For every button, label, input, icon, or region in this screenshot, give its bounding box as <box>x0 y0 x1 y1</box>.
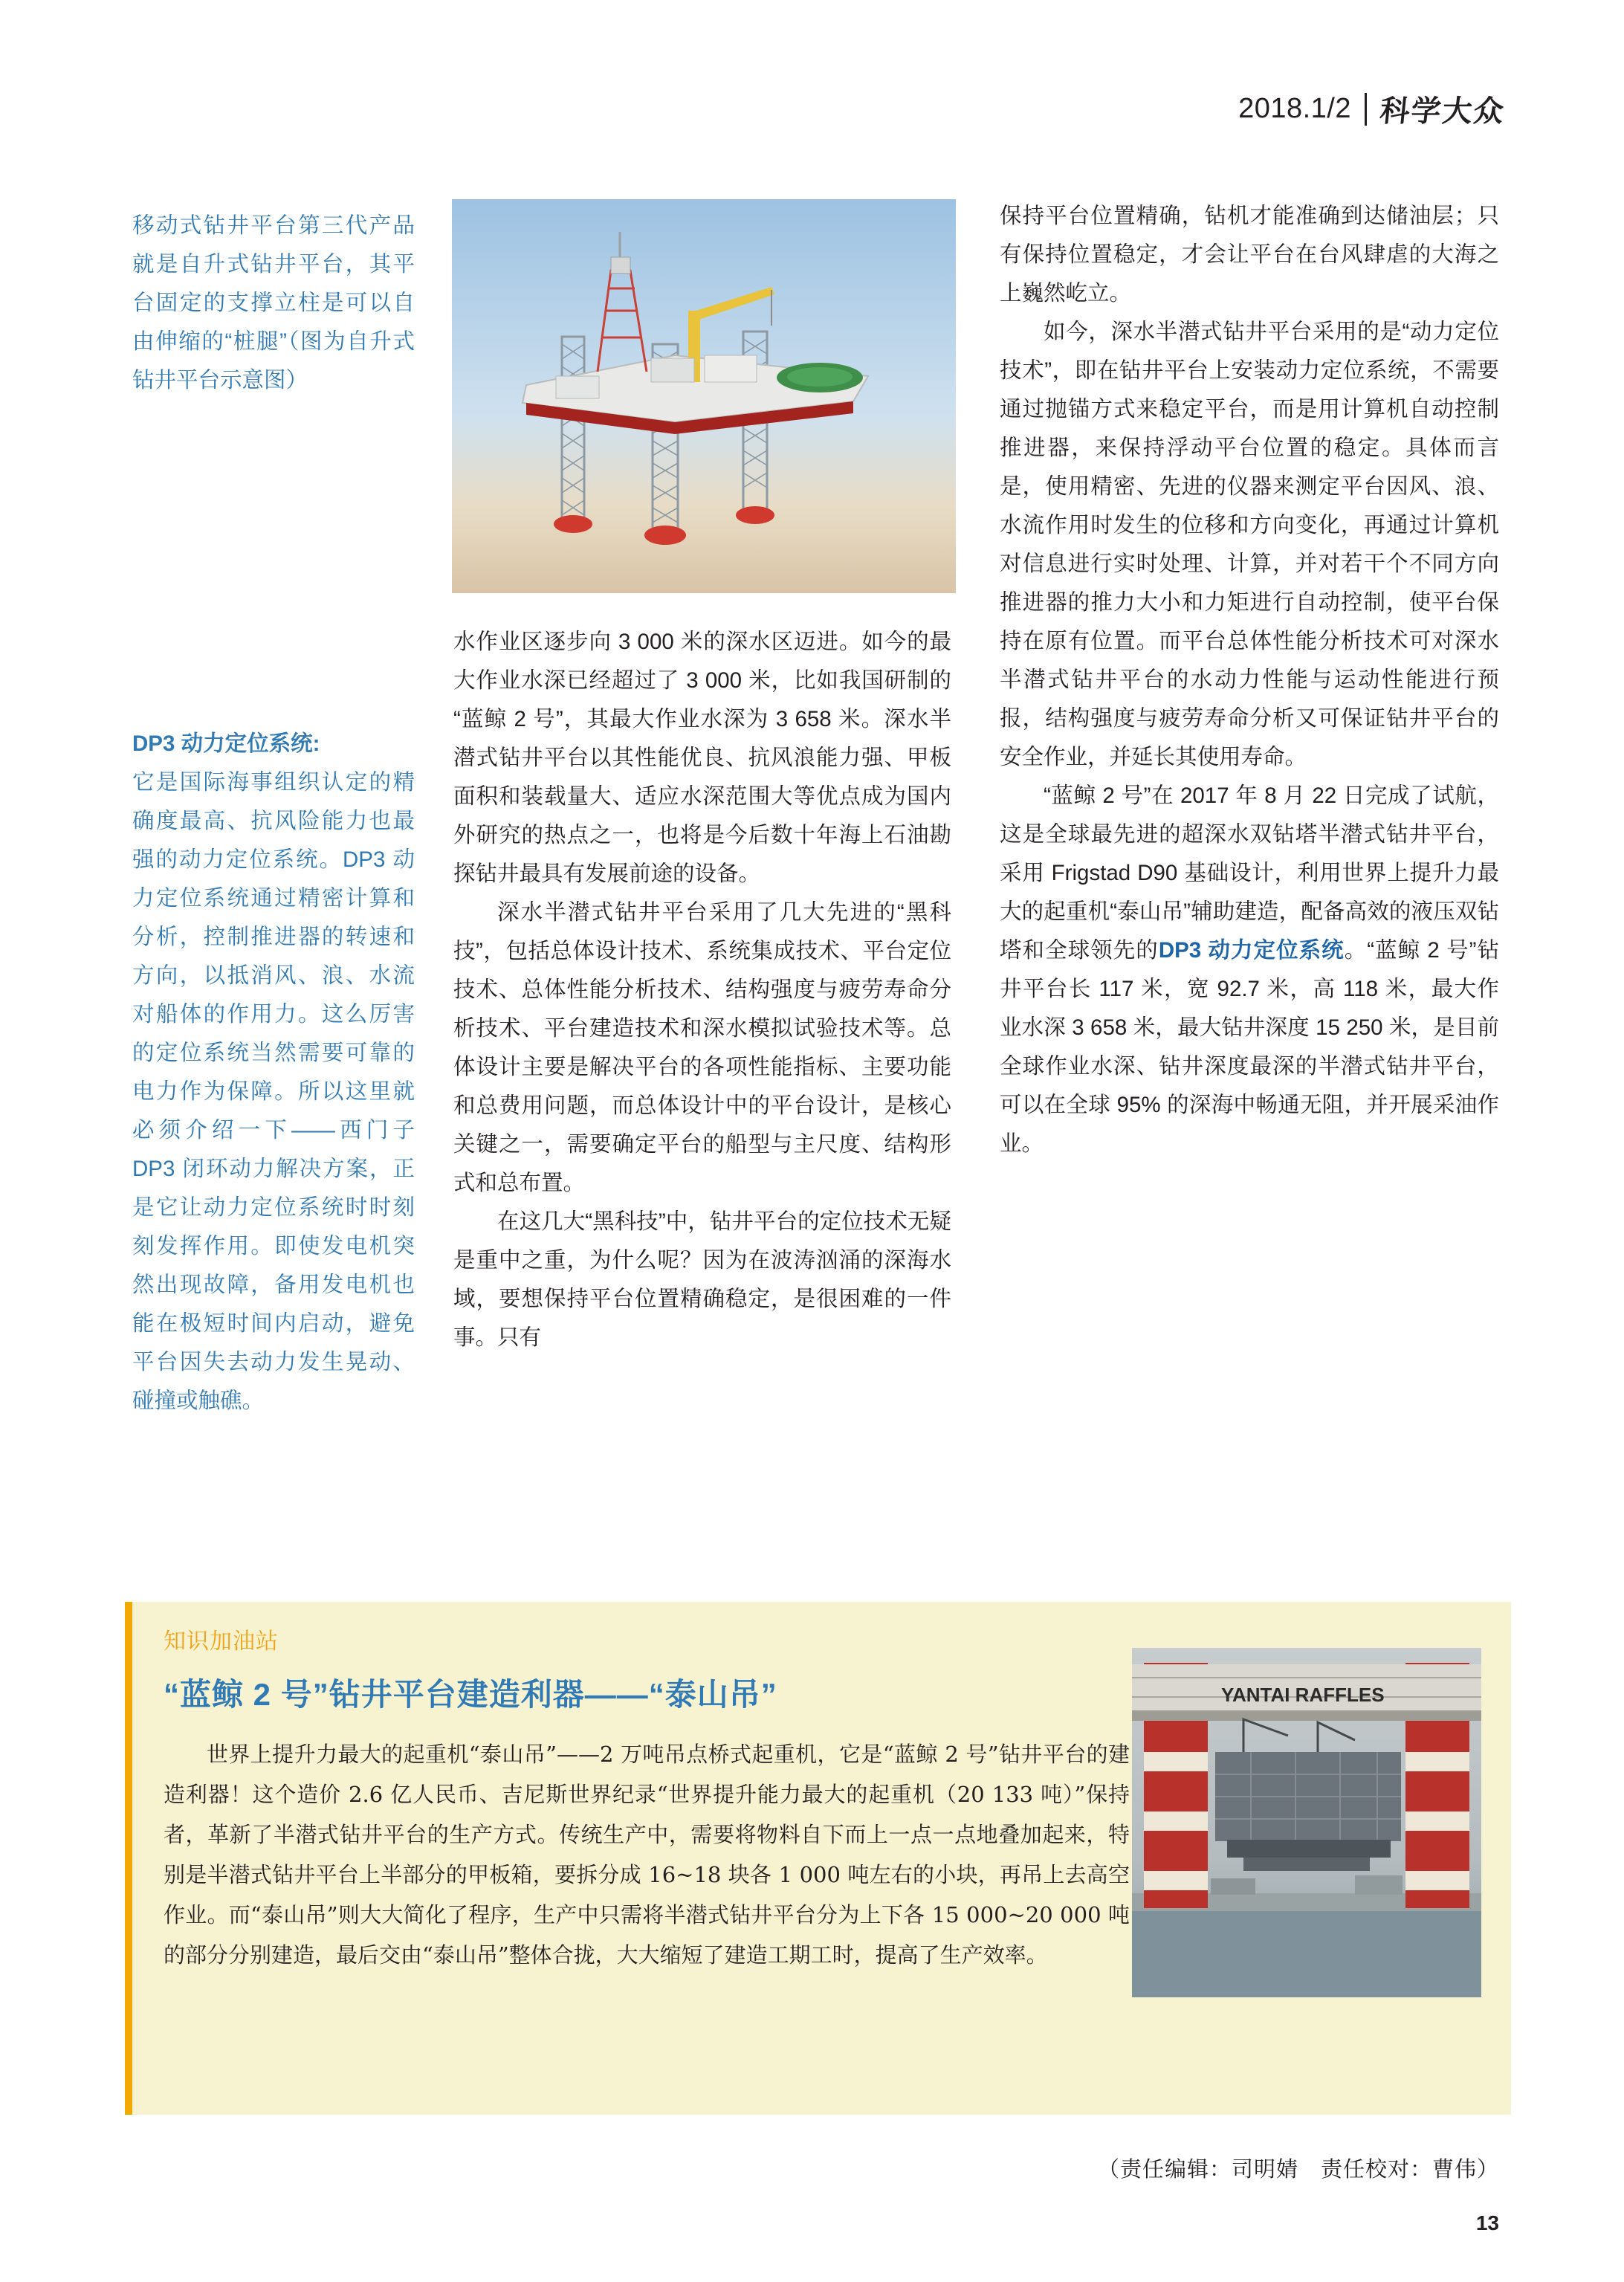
mid-paragraph-3: 在这几大“黑科技”中，钻井平台的定位技术无疑是重中之重，为什么呢？因为在波涛汹涌的深海水域，要想保持平台位置精确稳定，是很困难的一件事。只有 <box>453 1209 951 1350</box>
right-paragraph-3-part-a: “蓝鲸 2 号”在 2017 年 8 月 22 日完成了试航，这是全球最先进的超深水双钻塔半潜式钻井平台，采用 Frigstad D90 基础设计，利用世界上提升力最大的起重机“泰山吊”辅助建造，配备高效的液压双钻塔和全球领先的 <box>1000 783 1499 963</box>
right-paragraph-2: 如今，深水半潜式钻井平台采用的是“动力定位技术”，即在钻井平台上安装动力定位系统，不需要通过抛锚方式来稳定平台，而是用计算机自动控制推进器，来保持浮动平台位置的稳定。具体而言是，使用精密、先进的仪器来测定平台因风、浪、水流作用时发生的位移和方向变化，再通过计算机对信息进行实时处理、计算，并对若干个不同方向推进器的推力大小和力矩进行自动控制，使平台保持在原有位置。而平台总体性能分析技术可对深水半潜式钻井平台的水动力性能与运动性能进行预报，结构强度与疲劳寿命分析又可保证钻井平台的安全作业，并延长其使用寿命。 <box>1000 320 1499 769</box>
rig-illustration-svg <box>452 199 956 593</box>
dp3-system-highlight: DP3 动力定位系统 <box>1158 938 1345 963</box>
page-header <box>1238 88 1505 130</box>
right-paragraph-3 <box>1000 777 1499 1163</box>
body-column-right <box>1000 197 1499 1163</box>
knowledge-box-paragraph: 世界上提升力最大的起重机“泰山吊”——2 万吨吊点桥式起重机，它是“蓝鲸 2 号”钻井平台的建造利器！这个造价 2.6 亿人民币、吉尼斯世界纪录“世界提升能力最大的起重机（20 133 吨）”保持者，革新了半潜式钻井平台的生产方式。传统生产中，需要将物料自下而上一点一点地叠加起来，特别是半潜式钻井平台上半部分的甲板箱，要拆分成 16~18 块各 1 000 吨左右的小块，再吊上去高空作业。而“泰山吊”则大大简化了程序，生产中只需将半潜式钻井平台分为上下各 15 000~20 000 吨的部分分别建造，最后交由“泰山吊”整体合拢，大大缩短了建造工期工时，提高了生产效率。 <box>164 1742 1130 1968</box>
sidebar-note <box>132 725 415 1420</box>
right-paragraph-1: 保持平台位置精确，钻机才能准确到达储油层；只有保持位置稳定，才会让平台在台风肆虐的大海之上巍然屹立。 <box>1000 204 1499 306</box>
magazine-name: 科学大众 <box>1378 94 1507 129</box>
sidebar-note-text: 它是国际海事组织认定的精确度最高、抗风险能力也最强的动力定位系统。DP3 动力定位系统通过精密计算和分析，控制推进器的转速和方向，以抵消风、浪、水流对船体的作用力。这么厉害的定位系统当然需要可靠的电力作为保障。所以这里就必须介绍一下——西门子 DP3 闭环动力解决方案，正是它让动力定位系统时时刻刻发挥作用。即使发电机突然出现故障，备用发电机也能在极短时间内启动，避免平台因失去动力发生晃动、碰撞或触礁。 <box>132 770 415 1413</box>
knowledge-box-body <box>164 1734 1130 1975</box>
right-paragraph-3-part-b: 。“蓝鲸 2 号”钻井平台长 117 米，宽 92.7 米，高 118 米，最大作业水深 3 658 米，最大钻井深度 15 250 米，是目前全球作业水深、钻井深度最深的半潜式钻井平台，可以在全球 95% 的深海中畅通无阻，并开展采油作业。 <box>1000 938 1499 1156</box>
crane-photo-caption-text: YANTAI RAFFLES <box>1221 1684 1385 1706</box>
knowledge-box <box>125 1602 1511 2115</box>
mid-paragraph-2: 深水半潜式钻井平台采用了几大先进的“黑科技”，包括总体设计技术、系统集成技术、平台定位技术、总体性能分析技术、结构强度与疲劳寿命分析技术、平台建造技术和深水模拟试验技术等。总体设计主要是解决平台的各项性能指标、主要功能和总费用问题，而总体设计中的平台设计，是核心关键之一，需要确定平台的船型与主尺度、结构形式和总布置。 <box>453 900 951 1195</box>
body-column-middle <box>453 623 951 1357</box>
sidebar-note-title: DP3 动力定位系统: <box>132 731 320 756</box>
mid-paragraph-1: 水作业区逐步向 3 000 米的深水区迈进。如今的最大作业水深已经超过了 3 000 米，比如我国研制的“蓝鲸 2 号”，其最大作业水深为 3 658 米。深水半潜式钻井平台以其性能优良、抗风浪能力强、甲板面积和装载量大、适应水深范围大等优点成为国内外研究的热点之一，也将是今后数十年海上石油勘探钻井最具有发展前途的设备。 <box>453 630 951 886</box>
editor-credits: （责任编辑：司明婧 责任校对：曹伟） <box>1097 2156 1499 2182</box>
page-number: 13 <box>1475 2211 1499 2234</box>
knowledge-box-title: “蓝鲸 2 号”钻井平台建造利器——“泰山吊” <box>164 1677 777 1712</box>
header-divider <box>1365 93 1367 126</box>
knowledge-box-label: 知识加油站 <box>164 1629 279 1654</box>
taishan-crane-photo <box>1132 1648 1481 1997</box>
crane-photo-svg <box>1132 1648 1481 1997</box>
jackup-rig-illustration <box>452 199 956 593</box>
figure-caption: 移动式钻井平台第三代产品就是自升式钻井平台，其平台固定的支撑立柱是可以自由伸缩的“桩腿”（图为自升式钻井平台示意图） <box>132 213 415 392</box>
issue-date: 2018.1/2 <box>1238 93 1351 124</box>
